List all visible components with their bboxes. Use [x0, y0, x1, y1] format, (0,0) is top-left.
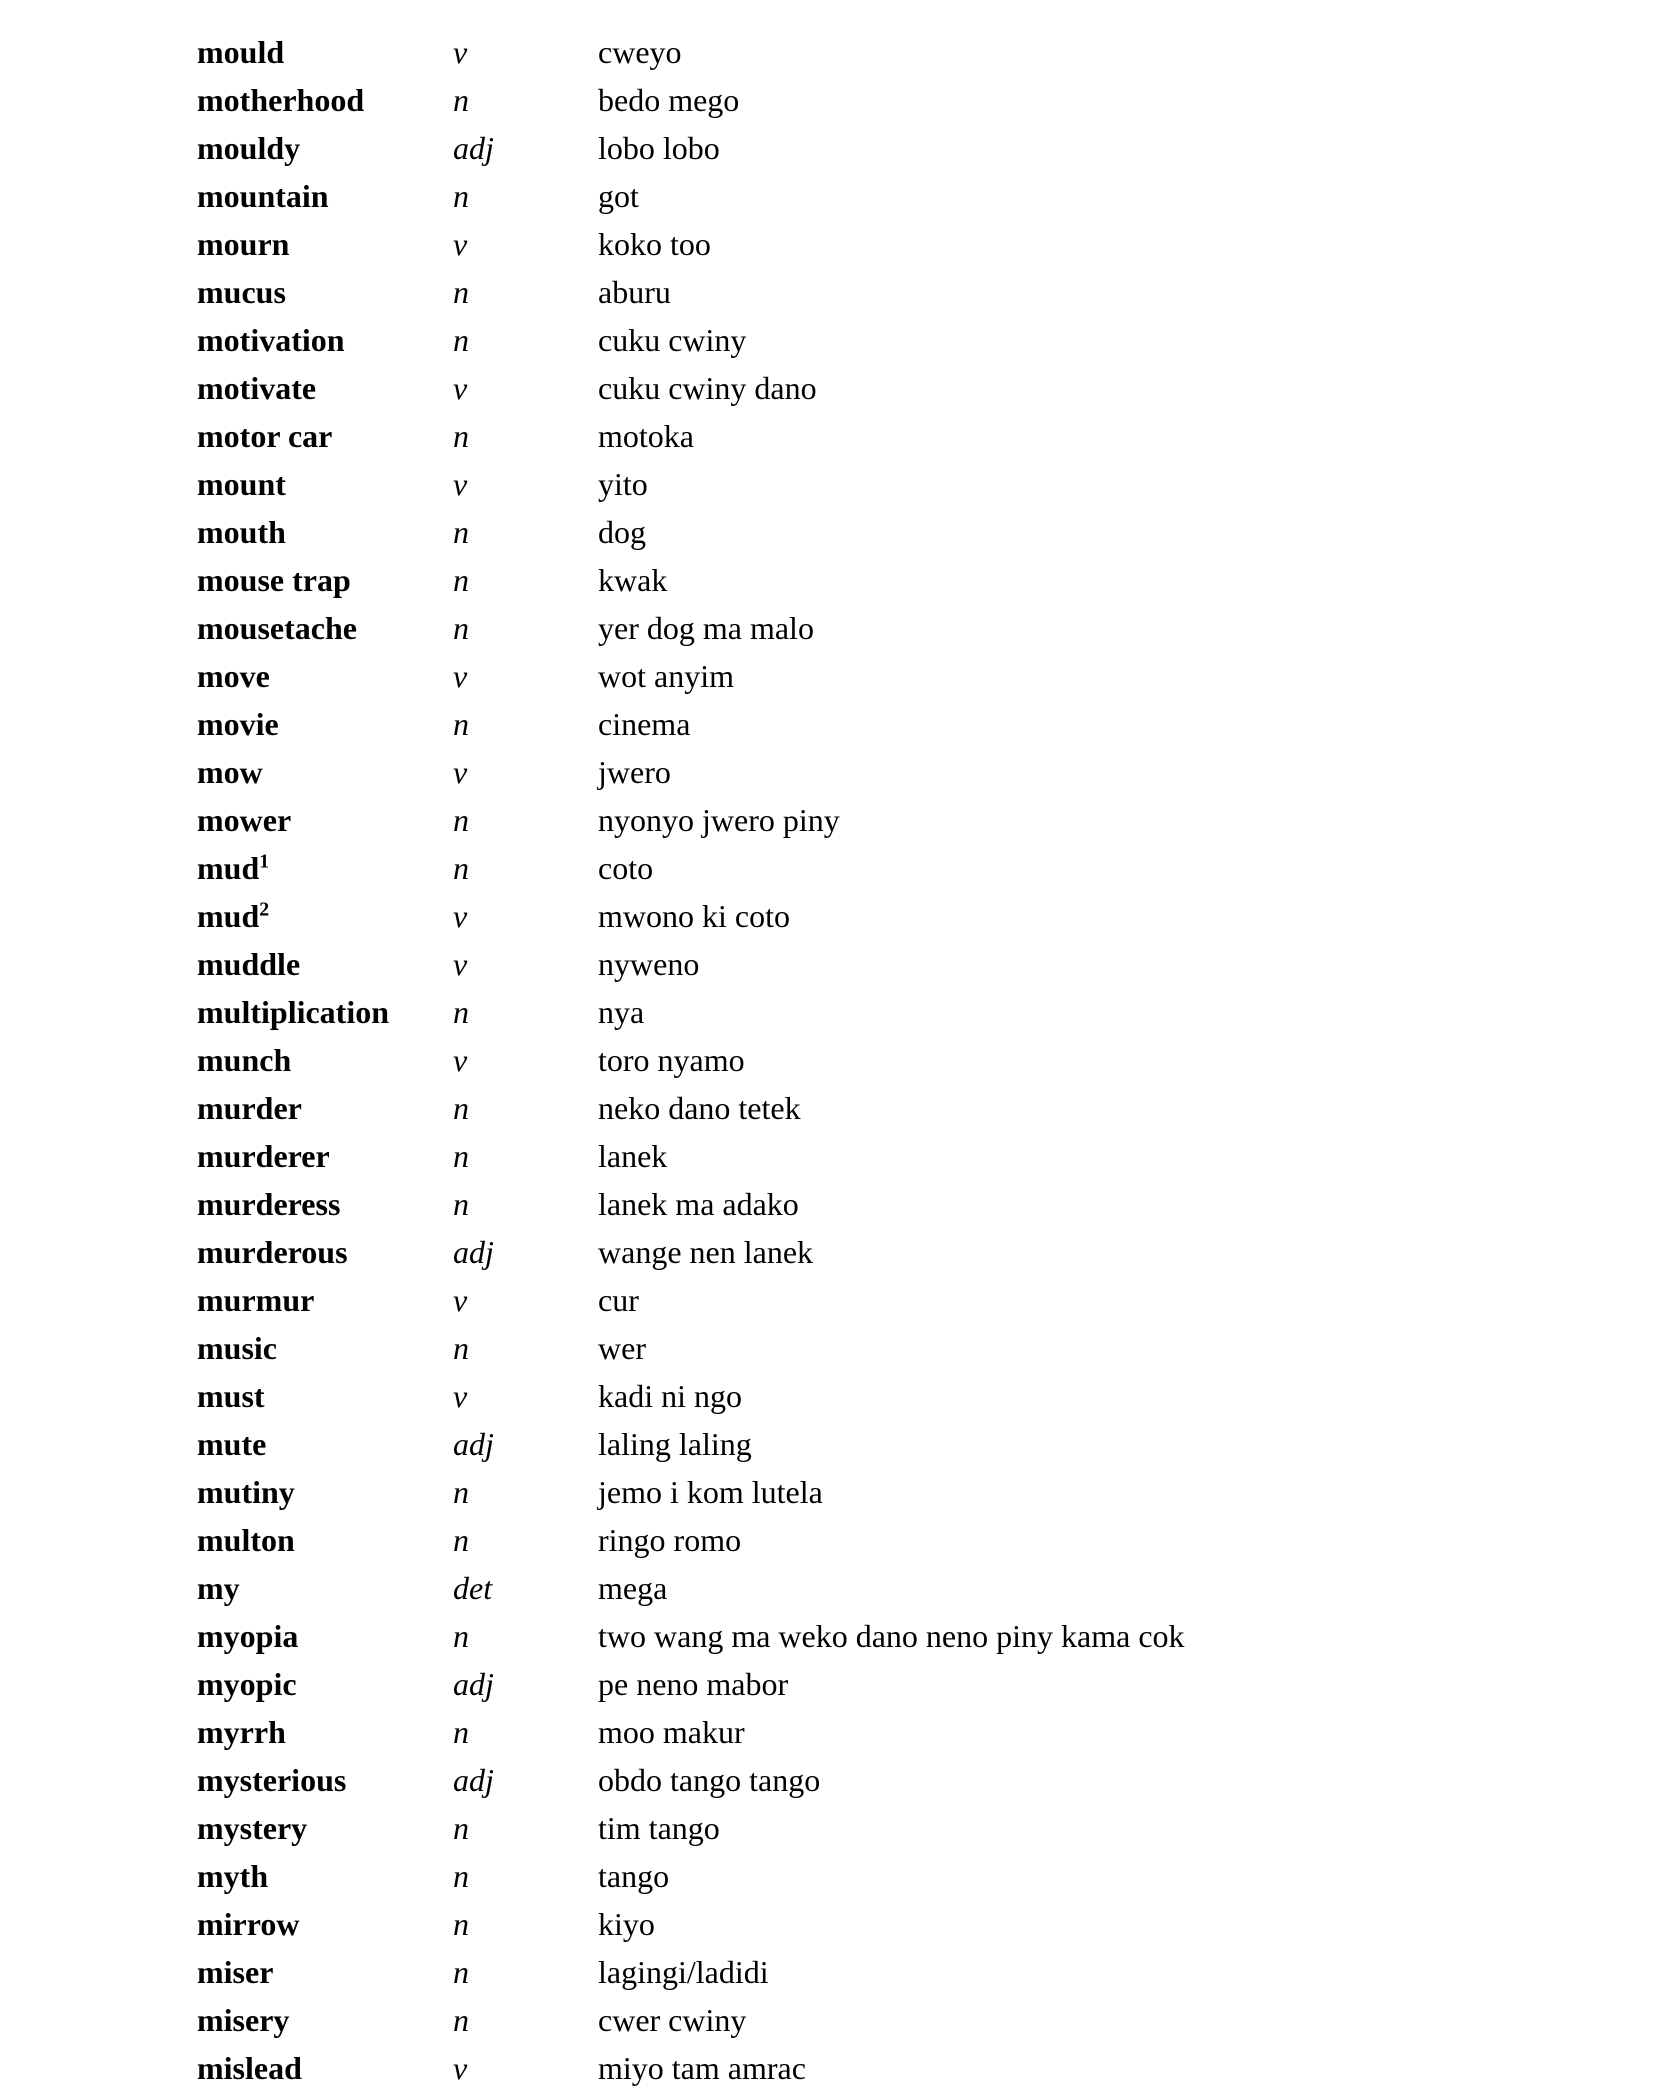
- headword-text: myopic: [197, 1666, 297, 1702]
- headword-text: motivate: [197, 370, 317, 406]
- part-of-speech: n: [453, 994, 469, 1030]
- translation: cwer cwiny: [598, 2002, 747, 2038]
- headword: [197, 316, 453, 364]
- headword-text: move: [197, 658, 270, 694]
- headword: [197, 1420, 453, 1468]
- part-of-speech: v: [453, 658, 468, 694]
- dictionary-row: [197, 124, 1654, 172]
- dictionary-row: [197, 268, 1654, 316]
- dictionary-row: [197, 748, 1654, 796]
- headword-text: motherhood: [197, 82, 365, 118]
- headword: [197, 652, 453, 700]
- part-of-speech: n: [453, 1090, 469, 1126]
- headword-text: mud: [197, 898, 260, 934]
- dictionary-row: [197, 364, 1654, 412]
- part-of-speech: v: [453, 370, 468, 406]
- headword-text: mow: [197, 754, 263, 790]
- headword: [197, 28, 453, 76]
- headword-text: mute: [197, 1426, 267, 1462]
- translation: mega: [598, 1570, 668, 1606]
- translation: dog: [598, 514, 646, 550]
- translation: lagingi/ladidi: [598, 1954, 769, 1990]
- dictionary-row: [197, 604, 1654, 652]
- translation: koko too: [598, 226, 711, 262]
- translation: nya: [598, 994, 645, 1030]
- translation: cur: [598, 1282, 639, 1318]
- headword-text: mislead: [197, 2050, 302, 2086]
- translation: cinema: [598, 706, 691, 742]
- headword-text: murderess: [197, 1186, 341, 1222]
- dictionary-row: [197, 28, 1654, 76]
- headword-text: multon: [197, 1522, 295, 1558]
- part-of-speech: n: [453, 274, 469, 310]
- part-of-speech: v: [453, 898, 468, 934]
- dictionary-row: [197, 1996, 1654, 2044]
- dictionary-row: [197, 1660, 1654, 1708]
- headword: [197, 1324, 453, 1372]
- headword-text: movie: [197, 706, 279, 742]
- part-of-speech: n: [453, 1522, 469, 1558]
- dictionary-row: [197, 508, 1654, 556]
- part-of-speech: adj: [453, 1234, 494, 1270]
- translation: got: [598, 178, 639, 214]
- dictionary-row: [197, 1228, 1654, 1276]
- translation: cuku cwiny dano: [598, 370, 817, 406]
- dictionary-row: [197, 220, 1654, 268]
- headword-text: mouldy: [197, 130, 301, 166]
- dictionary-row: [197, 1804, 1654, 1852]
- headword-text: motivation: [197, 322, 345, 358]
- translation: lanek ma adako: [598, 1186, 799, 1222]
- dictionary-row: [197, 1900, 1654, 1948]
- part-of-speech: v: [453, 2050, 468, 2086]
- part-of-speech: n: [453, 1714, 469, 1750]
- headword: [197, 892, 453, 940]
- headword-text: murder: [197, 1090, 302, 1126]
- part-of-speech: adj: [453, 1426, 494, 1462]
- headword-text: misery: [197, 2002, 290, 2038]
- headword: [197, 1132, 453, 1180]
- translation: coto: [598, 850, 654, 886]
- part-of-speech: v: [453, 34, 468, 70]
- part-of-speech: n: [453, 1474, 469, 1510]
- dictionary-row: [197, 1036, 1654, 1084]
- headword-text: mirrow: [197, 1906, 300, 1942]
- headword: [197, 1276, 453, 1324]
- dictionary-row: [197, 1516, 1654, 1564]
- dictionary-row: [197, 556, 1654, 604]
- dictionary-row: [197, 316, 1654, 364]
- translation: motoka: [598, 418, 694, 454]
- dictionary-row: [197, 1756, 1654, 1804]
- headword: [197, 76, 453, 124]
- part-of-speech: v: [453, 946, 468, 982]
- part-of-speech: n: [453, 1618, 469, 1654]
- headword: [197, 1180, 453, 1228]
- headword: [197, 844, 453, 892]
- headword: [197, 1804, 453, 1852]
- headword: [197, 1084, 453, 1132]
- headword-text: mould: [197, 34, 285, 70]
- translation: two wang ma weko dano neno piny kama cok: [598, 1618, 1185, 1654]
- headword-text: myth: [197, 1858, 269, 1894]
- dictionary-row: [197, 1468, 1654, 1516]
- entry-list: [197, 28, 1654, 2092]
- headword-text: mower: [197, 802, 292, 838]
- part-of-speech: n: [453, 610, 469, 646]
- headword: [197, 412, 453, 460]
- part-of-speech: n: [453, 1906, 469, 1942]
- translation: pe neno mabor: [598, 1666, 789, 1702]
- translation: cuku cwiny: [598, 322, 747, 358]
- part-of-speech: adj: [453, 1666, 494, 1702]
- dictionary-row: [197, 1612, 1654, 1660]
- dictionary-row: [197, 1132, 1654, 1180]
- headword: [197, 556, 453, 604]
- dictionary-row: [197, 1372, 1654, 1420]
- headword: [197, 1228, 453, 1276]
- headword-text: mud: [197, 850, 260, 886]
- headword-text: mystery: [197, 1810, 308, 1846]
- part-of-speech: v: [453, 1378, 468, 1414]
- translation: jwero: [598, 754, 671, 790]
- headword: [197, 1036, 453, 1084]
- translation: wange nen lanek: [598, 1234, 814, 1270]
- translation: kadi ni ngo: [598, 1378, 742, 1414]
- translation: toro nyamo: [598, 1042, 745, 1078]
- headword-text: mouse trap: [197, 562, 351, 598]
- translation: ringo romo: [598, 1522, 742, 1558]
- part-of-speech: n: [453, 178, 469, 214]
- headword-text: must: [197, 1378, 265, 1414]
- translation: tango: [598, 1858, 670, 1894]
- part-of-speech: n: [453, 706, 469, 742]
- part-of-speech: n: [453, 1810, 469, 1846]
- part-of-speech: n: [453, 1138, 469, 1174]
- part-of-speech: v: [453, 1042, 468, 1078]
- part-of-speech: n: [453, 562, 469, 598]
- headword: [197, 1564, 453, 1612]
- dictionary-row: [197, 1276, 1654, 1324]
- headword: [197, 1708, 453, 1756]
- translation: yito: [598, 466, 648, 502]
- part-of-speech: n: [453, 514, 469, 550]
- dictionary-row: [197, 844, 1654, 892]
- part-of-speech: n: [453, 1186, 469, 1222]
- headword-text: murderous: [197, 1234, 348, 1270]
- headword-text: myopia: [197, 1618, 299, 1654]
- headword: [197, 1756, 453, 1804]
- dictionary-row: [197, 796, 1654, 844]
- headword: [197, 796, 453, 844]
- part-of-speech: v: [453, 754, 468, 790]
- headword-text: mouth: [197, 514, 286, 550]
- dictionary-row: [197, 1852, 1654, 1900]
- part-of-speech: n: [453, 2002, 469, 2038]
- headword: [197, 460, 453, 508]
- part-of-speech: n: [453, 1330, 469, 1366]
- part-of-speech: adj: [453, 1762, 494, 1798]
- headword: [197, 940, 453, 988]
- part-of-speech: v: [453, 226, 468, 262]
- dictionary-row: [197, 1324, 1654, 1372]
- translation: aburu: [598, 274, 671, 310]
- part-of-speech: n: [453, 802, 469, 838]
- translation: yer dog ma malo: [598, 610, 814, 646]
- headword-text: mousetache: [197, 610, 357, 646]
- headword-text: mount: [197, 466, 286, 502]
- dictionary-row: [197, 1180, 1654, 1228]
- headword-text: mountain: [197, 178, 329, 214]
- part-of-speech: n: [453, 850, 469, 886]
- translation: lobo lobo: [598, 130, 720, 166]
- headword: [197, 124, 453, 172]
- headword-text: mourn: [197, 226, 290, 262]
- part-of-speech: n: [453, 1954, 469, 1990]
- translation: miyo tam amrac: [598, 2050, 806, 2086]
- headword: [197, 1852, 453, 1900]
- part-of-speech: v: [453, 466, 468, 502]
- headword-text: murmur: [197, 1282, 315, 1318]
- translation: kiyo: [598, 1906, 655, 1942]
- headword-text: mucus: [197, 274, 286, 310]
- translation: moo makur: [598, 1714, 745, 1750]
- headword: [197, 2044, 453, 2092]
- headword: [197, 700, 453, 748]
- part-of-speech: n: [453, 418, 469, 454]
- part-of-speech: adj: [453, 130, 494, 166]
- translation: neko dano tetek: [598, 1090, 801, 1126]
- part-of-speech: n: [453, 82, 469, 118]
- translation: obdo tango tango: [598, 1762, 821, 1798]
- dictionary-row: [197, 652, 1654, 700]
- dictionary-row: [197, 1708, 1654, 1756]
- headword: [197, 1468, 453, 1516]
- headword: [197, 1948, 453, 1996]
- headword: [197, 172, 453, 220]
- headword-text: munch: [197, 1042, 292, 1078]
- headword: [197, 1900, 453, 1948]
- translation: lanek: [598, 1138, 668, 1174]
- translation: wer: [598, 1330, 646, 1366]
- headword-superscript: 2: [259, 898, 270, 921]
- headword-text: mutiny: [197, 1474, 295, 1510]
- headword-text: multiplication: [197, 994, 390, 1030]
- headword-text: murderer: [197, 1138, 330, 1174]
- part-of-speech: n: [453, 322, 469, 358]
- part-of-speech: n: [453, 1858, 469, 1894]
- dictionary-row: [197, 1948, 1654, 1996]
- dictionary-row: [197, 1564, 1654, 1612]
- translation: mwono ki coto: [598, 898, 790, 934]
- translation: jemo i kom lutela: [598, 1474, 823, 1510]
- dictionary-row: [197, 1084, 1654, 1132]
- dictionary-row: [197, 460, 1654, 508]
- headword-text: myrrh: [197, 1714, 286, 1750]
- headword-superscript: 1: [259, 850, 270, 873]
- headword: [197, 220, 453, 268]
- headword-text: miser: [197, 1954, 274, 1990]
- headword-text: motor car: [197, 418, 333, 454]
- dictionary-row: [197, 940, 1654, 988]
- translation: laling laling: [598, 1426, 752, 1462]
- translation: nyweno: [598, 946, 700, 982]
- dictionary-row: [197, 76, 1654, 124]
- translation: wot anyim: [598, 658, 734, 694]
- translation: cweyo: [598, 34, 682, 70]
- headword: [197, 748, 453, 796]
- headword: [197, 1612, 453, 1660]
- headword-text: muddle: [197, 946, 301, 982]
- headword: [197, 1996, 453, 2044]
- part-of-speech: det: [453, 1570, 493, 1606]
- translation: nyonyo jwero piny: [598, 802, 840, 838]
- headword-text: music: [197, 1330, 277, 1366]
- headword: [197, 268, 453, 316]
- headword: [197, 1372, 453, 1420]
- dictionary-row: [197, 1420, 1654, 1468]
- dictionary-row: [197, 700, 1654, 748]
- headword: [197, 364, 453, 412]
- headword: [197, 988, 453, 1036]
- translation: kwak: [598, 562, 668, 598]
- translation: tim tango: [598, 1810, 720, 1846]
- headword: [197, 604, 453, 652]
- headword-text: mysterious: [197, 1762, 347, 1798]
- dictionary-row: [197, 892, 1654, 940]
- part-of-speech: v: [453, 1282, 468, 1318]
- translation: bedo mego: [598, 82, 740, 118]
- dictionary-row: [197, 988, 1654, 1036]
- headword: [197, 508, 453, 556]
- dictionary-row: [197, 2044, 1654, 2092]
- headword: [197, 1516, 453, 1564]
- headword-text: my: [197, 1570, 240, 1606]
- dictionary-row: [197, 172, 1654, 220]
- headword: [197, 1660, 453, 1708]
- dictionary-row: [197, 412, 1654, 460]
